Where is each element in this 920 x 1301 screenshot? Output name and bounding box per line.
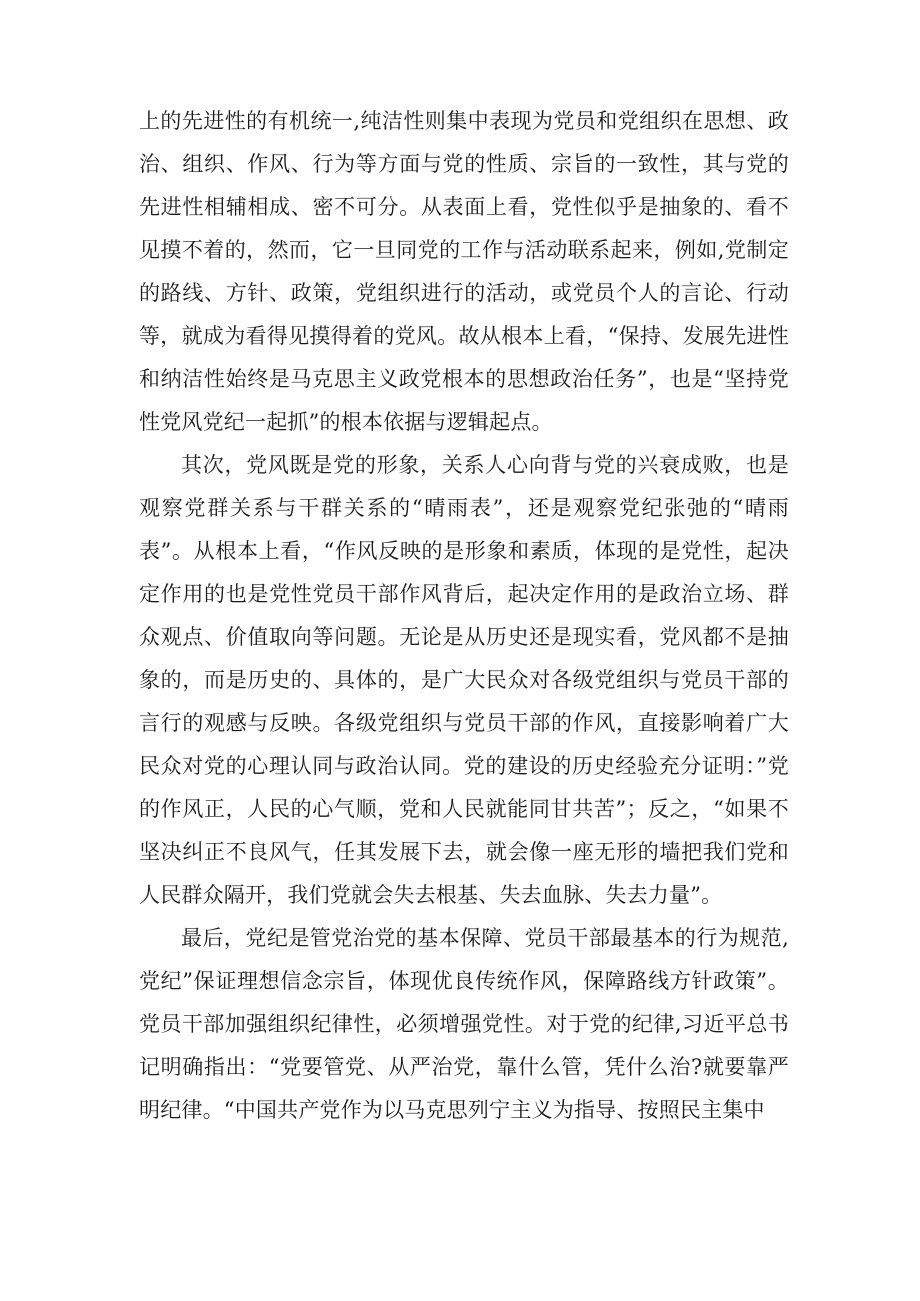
paragraph-2: 其次，党风既是党的形象，关系人心向背与党的兴衰成败，也是观察党群关系与干群关系的“晴雨表”，还是观察党纪张弛的“晴雨表”。从根本上看，“作风反映的是形象和素质，体现的是党性，起决定作用的也是党性党员干部作风背后，起决定作用的是政治立场、群众观点、价值取向等问题。无论是从历史还是现实看，党风都不是抽象的，而是历史的、具体的，是广大民众对各级党组织与党员干部的言行的观感与反映。各级党组织与党员干部的作风，直接影响着广大民众对党的心理认同与政治认同。党的建设的历史经验充分证明：”党的作风正，人民的心气顺，党和人民就能同甘共苦”；反之，“如果不坚决纠正不良风气，任其发展下去，就会像一座无形的墙把我们党和人民群众隔开，我们党就会失去根基、失去血脉、失去力量”。 [139, 453, 789, 907]
paragraph-1: 上的先进性的有机统一,纯洁性则集中表现为党员和党组织在思想、政治、组织、作风、行为等方面与党的性质、宗旨的一致性，其与党的先进性相辅相成、密不可分。从表面上看，党性似乎是抽象的、看不见摸不着的，然而，它一旦同党的工作与活动联系起来，例如,党制定的路线、方针、政策，党组织进行的活动，或党员个人的言论、行动等，就成为看得见摸得着的党风。故从根本上看，“保持、发展先进性和纳洁性始终是马克思主义政党根本的思想政治任务”，也是“坚持党性党风党纪一起抓”的根本依据与逻辑起点。 [139, 109, 789, 434]
paragraph-3: 最后，党纪是管党治党的基本保障、党员干部最基本的行为规范,党纪”保证理想信念宗旨，体现优良传统作风，保障路线方针政策”。党员干部加强组织纪律性，必须增强党性。对于党的纪律,习近平总书记明确指出：“党要管党、从严治党，靠什么管，凭什么治?就要靠严明纪律。“中国共产党作为以马克思列宁主义为指导、按照民主集中 [139, 926, 789, 1122]
body-text [139, 100, 789, 1132]
